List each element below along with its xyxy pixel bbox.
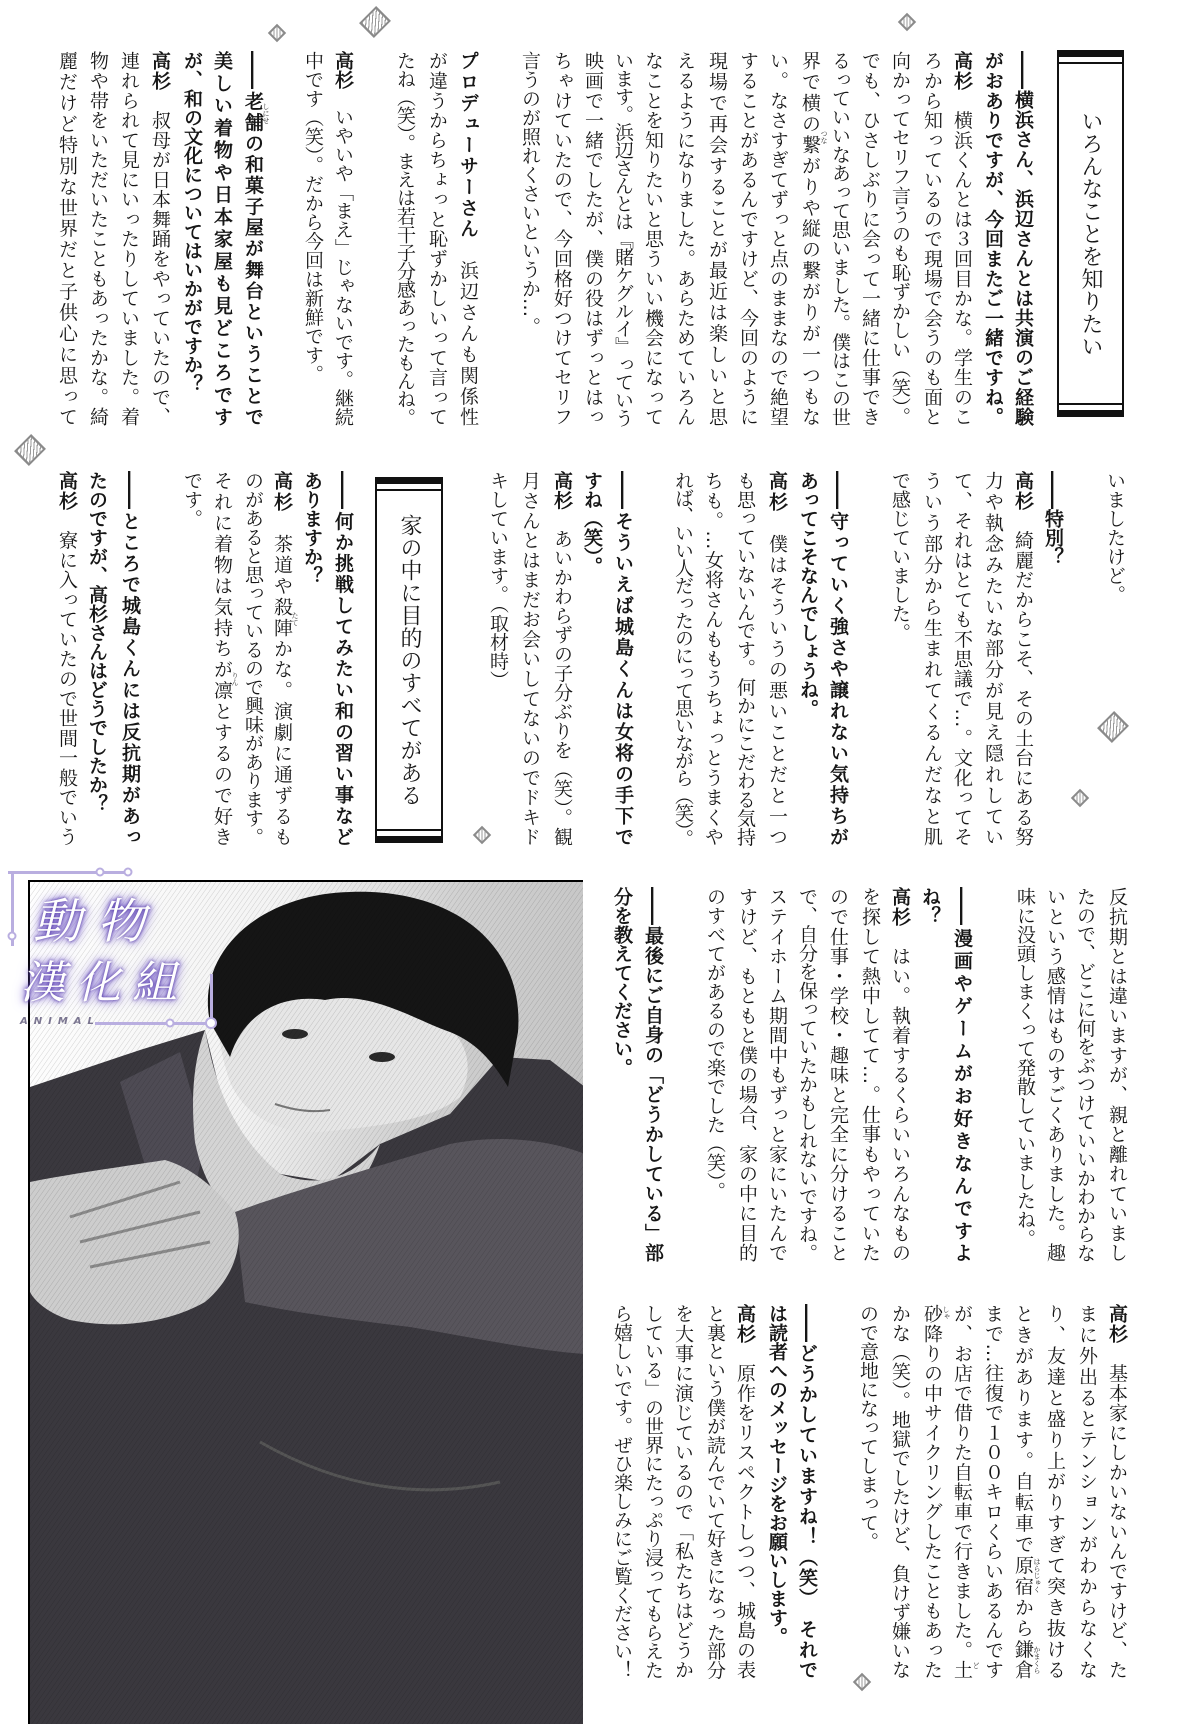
furigana: ど: [972, 1662, 980, 1669]
speaker-label: 高杉: [56, 471, 78, 511]
answer-line: を探して熱中してて…。仕事もやっていた: [859, 887, 881, 1262]
answer-line: いという感情はものすごくありました。趣: [1044, 887, 1066, 1262]
speaker-label: 高杉: [551, 471, 573, 510]
logo-frame-line: [8, 871, 132, 874]
furigana: りん: [231, 672, 239, 686]
diamond-ornament-icon: [898, 13, 916, 31]
section-heading-box: [375, 477, 443, 843]
speaker-label: 高杉: [332, 51, 354, 89]
question-line: あってこそなんでしょうね。: [797, 471, 819, 718]
answer-line: すけど、もともと僕の場合、家の中に目的: [736, 887, 758, 1262]
answer-line: のがあると思っているので興味があります。: [242, 471, 264, 846]
answer-line: が違うからちょっと恥ずかしいって言って: [426, 51, 448, 426]
answer-line: 高杉 基本家にしかいないんですけど、た: [1106, 1304, 1128, 1680]
logo-star-icon: [205, 1017, 217, 1029]
answer-line: 言うのが照れくさいというか…。: [519, 51, 541, 336]
logo-title-line1: 動物: [33, 894, 162, 950]
question-line: ――どうかしていますね！（笑） それで: [796, 1304, 818, 1679]
answer-line: も思っていないんです。何かにこだわる気持: [734, 471, 756, 846]
answer-line: ときがあります。自転車で原宿から鎌倉: [1012, 1304, 1034, 1679]
answer-line: 映画で一緒でしたが、僕の役はずっとはっ: [582, 51, 604, 426]
answer-line: 高杉 叔母が日本舞踊をやっていたので、: [149, 51, 171, 427]
question-line: ね？: [919, 887, 941, 925]
furigana: つな: [820, 130, 828, 144]
answer-line: 高杉 はい。執着するくらいいろんなもの: [889, 887, 911, 1263]
answer-line: ちも。…女将さんももうちょっとうまくや: [702, 471, 724, 846]
furigana: かまくら: [1033, 1646, 1041, 1674]
answer-line: 月さんとはまだお会いしてないのでドキド: [519, 471, 541, 846]
answer-line: 界で横の繋がりや縦の繋がりが一つもな: [799, 51, 821, 426]
furigana: しにせ: [262, 103, 270, 124]
answer-line: で感じていました。: [889, 471, 911, 642]
scanlation-logo: [0, 862, 230, 1037]
answer-line: を大事に演じているので「私たちはどうか: [672, 1304, 694, 1679]
answer-line: 高杉 茶道や殺陣かな。演劇に通ずるも: [271, 471, 293, 847]
speaker-label: 高杉: [149, 51, 171, 91]
answer-line: 高杉 原作をリスペクトしつつ、城島の表: [734, 1304, 756, 1680]
interview-section-2: [0, 470, 1200, 848]
logo-frame-dot: [8, 932, 17, 941]
answer-line: です。: [181, 471, 203, 528]
answer-line: プロデューサーさん 浜辺さんも関係性: [457, 51, 479, 427]
answer-line: 反抗期とは違いますが、親と離れていまし: [1106, 887, 1128, 1262]
section-heading-box: [1057, 50, 1124, 417]
answer-line: ろから知っているので現場で会うのも面と: [921, 51, 943, 426]
speaker-label: 高杉: [734, 1304, 756, 1344]
interview-section-1: [0, 50, 1200, 428]
answer-line: ので意地になってしまって。: [857, 1304, 879, 1551]
answer-line: 高杉 寮に入っていたので世間一般でいう: [56, 471, 78, 847]
answer-line: 物や帯をいただいたこともあったかな。綺: [87, 51, 109, 426]
question-line: 分を教えてください。: [611, 887, 633, 1077]
speaker-label: 高杉: [1012, 471, 1034, 511]
speaker-label: 高杉: [1106, 1304, 1128, 1344]
question-line: が、和の文化についてはいかがですか？: [181, 51, 203, 393]
answer-line: している」の世界にたっぷり浸ってもらえた: [642, 1304, 664, 1679]
answer-line: えるようになりました。あらためていろん: [674, 51, 696, 426]
answer-line: 高杉 綺麗だからこそ、その土台にある努: [1012, 471, 1034, 847]
answer-line: ら嬉しいです。ぜひ楽しみにご覧ください！: [611, 1304, 633, 1679]
answer-line: れば、いい人だったのにって思いながら（笑）。: [672, 471, 694, 846]
diamond-ornament-icon: [268, 24, 286, 42]
answer-line: まに外出るとテンションがわからなくな: [1076, 1304, 1098, 1679]
question-line: ありますか？: [301, 471, 323, 585]
answer-line: ので仕事・学校・趣味と完全に分けること: [827, 887, 849, 1262]
question-line: ――横浜さん、浜辺さんとは共演のご経験: [1012, 51, 1034, 426]
answer-line: ういう部分から生まれてくるんだなと肌: [921, 471, 943, 846]
logo-subtitle: ANIMAL: [20, 1016, 100, 1027]
answer-line: て、それはとても不思議で…。文化ってそ: [951, 471, 973, 846]
answer-line: り、友達と盛り上がりすぎて突き抜ける: [1044, 1304, 1066, 1679]
answer-line: 砂降りの中サイクリングしたこともあった: [921, 1304, 943, 1679]
answer-line: 中です（笑）。だから今回は新鮮です。: [302, 51, 324, 384]
question-line: ――漫画やゲームがお好きなんですよ: [951, 887, 973, 1262]
speaker-label: プロデューサーさん: [457, 51, 479, 240]
answer-line: でも、ひさしぶりに会って一緒に仕事でき: [859, 51, 881, 426]
question-line: ――特別？: [1042, 471, 1064, 566]
answer-line: 高杉 いやいや「まえ」じゃないです。継続: [332, 51, 354, 426]
logo-title-line2: 漢化組: [20, 956, 189, 1009]
answer-line: 味に没頭しまくって発散していましたね。: [1014, 887, 1036, 1248]
answer-line: たので、どこに何をぶつけていいかわからな: [1074, 887, 1096, 1262]
answer-line: ステイホーム期間中もずっと家にいたんで: [766, 887, 788, 1262]
question-line: は読者へのメッセージをお願いします。: [766, 1304, 788, 1646]
answer-line: と裏という僕が読んでいて好きになった部分: [704, 1304, 726, 1679]
furigana: はらじゅく: [1033, 1558, 1041, 1593]
question-line: ――そういえば城島くんは女将の手下で: [612, 471, 634, 846]
question-line: ――最後にご自身の「どうかしている」部: [642, 887, 664, 1262]
answer-line: が、お店で借りた自転車で行きました。土: [951, 1304, 973, 1679]
section-heading: 家の中に目的のすべてがある: [397, 513, 422, 807]
question-line: ――老舗の和菓子屋が舞台ということで: [242, 51, 264, 426]
answer-line: かな（笑）。地獄でしたけど、負けず嫌いな: [889, 1304, 911, 1680]
answer-line: 連れられて見にいったりしていました。着: [118, 51, 140, 426]
furigana: たて: [291, 612, 299, 626]
answer-line: で、自分を保っていたかもしれないですね。: [796, 887, 818, 1262]
logo-frame-line: [210, 974, 213, 1023]
furigana: しゃ: [942, 1306, 950, 1320]
logo-frame-dot: [166, 1019, 175, 1028]
diamond-ornament-icon: [14, 434, 46, 466]
answer-line: 力や執念みたいな部分が見え隠れしてい: [982, 471, 1004, 846]
answer-line: それに着物は気持ちが凛とするので好き: [211, 471, 233, 846]
speaker-label: 高杉: [951, 51, 973, 91]
answer-line: いましたけど。: [1104, 471, 1126, 604]
answer-line: のすべてがあるので楽でした（笑）。: [704, 887, 726, 1201]
answer-line: います。浜辺さんとは『賭ケグルイ』っていう: [612, 51, 634, 427]
speaker-label: 高杉: [889, 887, 911, 927]
answer-line: 向かってセリフ言うのも恥ずかしい（笑）。: [889, 51, 911, 426]
speaker-label: 高杉: [271, 471, 293, 513]
answer-line: 高杉 横浜くんとは３回目かな。学生のこ: [951, 51, 973, 427]
answer-line: キしています。（取材時）: [487, 471, 509, 690]
question-line: たのですが、高杉さんはどうでしたか？: [86, 471, 108, 813]
speaker-label: 高杉: [766, 471, 788, 513]
answer-line: ちゃけていたので、今回格好つけてセリフ: [551, 51, 573, 426]
answer-line: 麗だけど特別な世界だと子供心に思って: [56, 51, 78, 426]
logo-frame-dot: [124, 868, 133, 877]
question-line: すね（笑）。: [581, 471, 603, 576]
logo-frame-line: [95, 1022, 212, 1025]
answer-line: 高杉 僕はそういうの悪いことだと一つ: [766, 471, 788, 847]
question-line: ――守っていく強さや譲れない気持ちが: [827, 471, 849, 846]
answer-line: 現場で再会することが最近は楽しいと思: [706, 51, 728, 426]
answer-line: 高杉 あいかわらずの子分ぶりを（笑）。観: [551, 471, 573, 847]
answer-line: まで…往復で１００キロくらいあるんです: [982, 1304, 1004, 1679]
question-line: ――ところで城島くんには反抗期があっ: [119, 471, 141, 846]
diamond-ornament-icon: [359, 6, 391, 38]
question-line: ――何か挑戦してみたい和の習い事など: [332, 471, 354, 846]
answer-line: い。なさすぎてずっと点のままなので絶望: [767, 51, 789, 426]
answer-line: たね（笑）。まえは若干子分感あったもんね。: [394, 51, 416, 426]
answer-line: るっていいなあって思いました。僕はこの世: [829, 51, 851, 426]
logo-frame-dot: [96, 868, 105, 877]
answer-line: なことを知りたいと思ういい機会になって: [642, 51, 664, 426]
question-line: 美しい着物や日本家屋も見どころです: [211, 51, 233, 426]
section-heading: いろんなことを知りたい: [1078, 109, 1103, 358]
answer-line: することがあるんですけど、今回のように: [737, 51, 759, 426]
question-line: がおありですが、今回またご一緒ですね。: [982, 51, 1004, 426]
